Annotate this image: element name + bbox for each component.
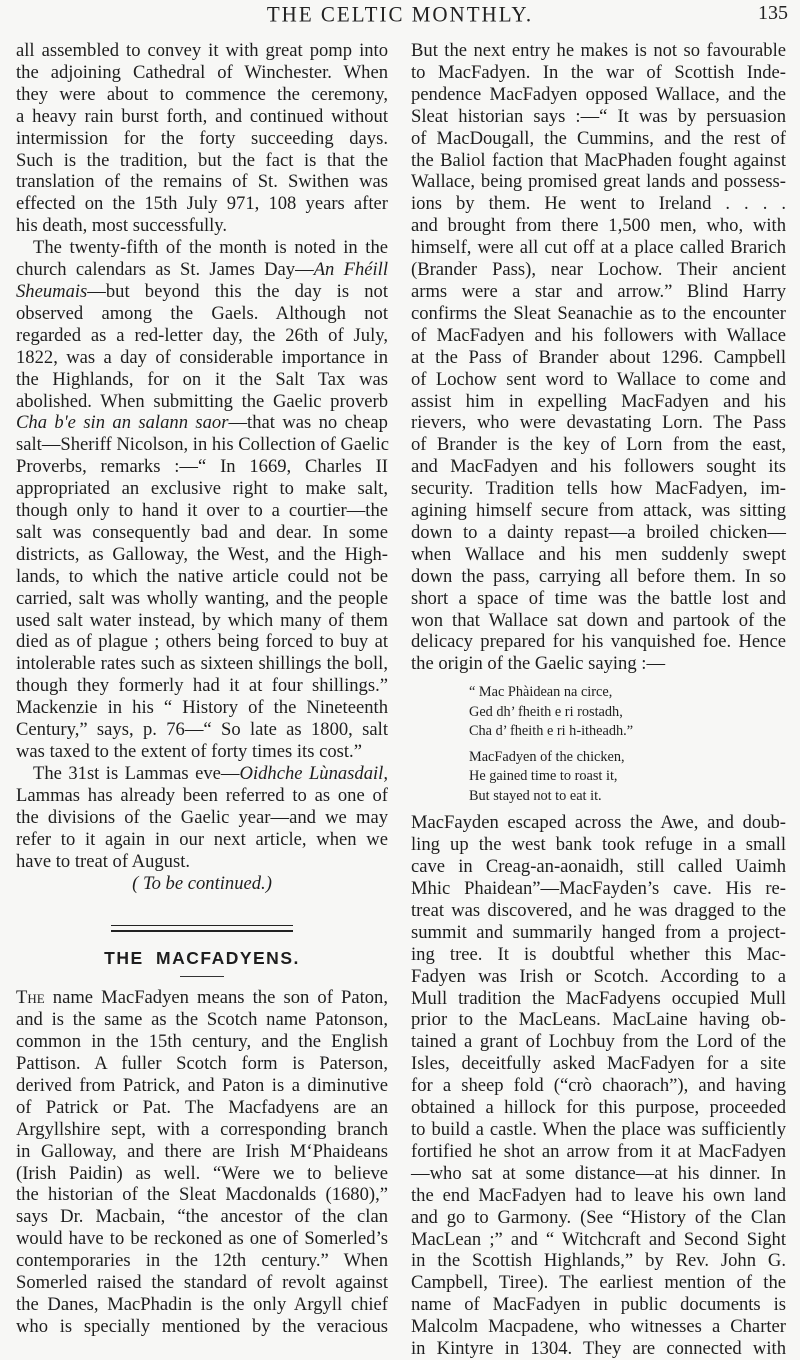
text-line: to build a castle. When the place was sufficiently (411, 1118, 786, 1140)
text-line: Sleat historian says :—“ It was by persuasion (411, 105, 786, 127)
text-line: treat was discovered, and he was dragged to the (411, 899, 786, 921)
gaelic-verse (469, 683, 786, 806)
text-line: confirms the Sleat Seanachie as to the encounter (411, 302, 786, 324)
left-column (16, 40, 388, 1338)
text-line: agining himself secure from attack, was sitting (411, 500, 786, 522)
text-line (16, 281, 388, 303)
text-line: Mackenzie in his “ History of the Nineteenth (16, 697, 388, 719)
text-line: pendence MacFadyen opposed Wallace, and the (411, 83, 786, 105)
text-line: the historian of the Sleat Macdonalds (1680),” (16, 1184, 388, 1206)
text-line: arms were a star and arrow.” Blind Harry (411, 280, 786, 302)
text-line: observed among the Gaels. Although not (16, 302, 388, 324)
running-title: THE CELTIC MONTHLY. (266, 1, 534, 27)
text-line: and is the same as the Scotch name Patonson, (16, 1009, 388, 1031)
text-line (16, 412, 388, 434)
text-line: districts, as Galloway, the West, and the High- (16, 543, 388, 565)
text-line: Mhic Phaidean”—MacFayden’s cave. His re- (411, 878, 786, 899)
verse-stanza-english (469, 748, 786, 807)
text-line: Argyllshire sept, with a corresponding branch (16, 1118, 388, 1140)
text-line: down the pass, carrying all before them. In so (411, 565, 786, 587)
text-line: Somerled raised the standard of revolt against (16, 1272, 388, 1294)
text-run: —but beyond this the day is not (87, 280, 388, 302)
gaelic-term: Sheumais (16, 280, 88, 302)
text-line: intermission for the forty succeeding days. (16, 127, 388, 149)
gaelic-term: An Fhéill (313, 259, 388, 281)
text-line (16, 763, 388, 785)
text-line: the adjoining Cathedral of Winchester. When (16, 61, 388, 83)
text-line: Such is the tradition, but the fact is that the (16, 149, 388, 171)
text-line: prior to the MacLeans. MacLaine having ob- (411, 1009, 786, 1031)
text-line: when Wallace and his men suddenly swept (411, 543, 786, 565)
text-run: name MacFadyen means the son of Paton, (44, 987, 388, 1009)
text-line: appropriated an exclusive right to make salt, (16, 478, 388, 500)
verse-line: But stayed not to eat it. (469, 787, 602, 804)
text-line: his death, most successfully. (16, 215, 228, 237)
text-line: in Galloway, and there are Irish M‘Phaideans (16, 1140, 388, 1162)
text-line: the divisions of the Gaelic year—and we may (16, 806, 388, 828)
text-line: contemporaries in the 12th century.” When (16, 1250, 388, 1272)
text-line: who is specially mentioned by the veracious (16, 1315, 388, 1337)
text-line: Wallace, being promised great lands and possess- (411, 171, 786, 193)
text-line: Campbell, Tiree). The earliest mention of the (411, 1272, 786, 1294)
text-line: salt—Sheriff Nicolson, in his Collection of Gaelic (16, 434, 390, 456)
text-run: —that was no cheap (228, 412, 388, 434)
text-line: all assembled to convey it with great pomp into (16, 40, 388, 61)
text-line: the end MacFadyen had to leave his own land (411, 1184, 786, 1206)
text-line: rievers, who were devastating Lorn. The Pass (411, 412, 786, 434)
text-line: ling up the west bank took refuge in a small (411, 834, 786, 856)
text-line: But the next entry he makes is not so favourable (411, 40, 786, 61)
text-line: won that Wallace sat down and partook of the (411, 609, 786, 631)
text-line: the Baliol faction that MacPhaden fought against (411, 149, 786, 171)
text-line: a heavy rain burst forth, and continued without (16, 105, 388, 127)
paragraph-lammas (16, 763, 388, 873)
text-line: —who sat at some distance—at his dinner. In (411, 1162, 786, 1184)
text-line: to MacFadyen. In the war of Scottish Inde- (411, 61, 786, 83)
text-line: delicacy prepared for his vanquished foe. Hence (411, 631, 786, 653)
text-line: would have to be reckoned as one of Somerled’s (16, 1228, 388, 1250)
text-line: fortified he shot an arrow from it at MacFadyen (411, 1140, 786, 1162)
text-line: and brought from there 1,500 men, who, with (411, 215, 786, 237)
page-number: 135 (758, 2, 788, 24)
text-line: himself, were all cut off at a place called Brarich (411, 237, 786, 259)
text-line: have to treat of August. (16, 850, 191, 872)
verse-line: Cha d’ fheith e ri h-itheadh.” (469, 723, 634, 740)
text-line: of Lochow sent word to Wallace to come and (411, 368, 786, 390)
text-line: assist him in expelling MacFadyen and his (411, 390, 786, 412)
verse-line: “ Mac Phàidean na circe, (469, 684, 613, 701)
text-line (16, 987, 388, 1009)
right-column (411, 40, 786, 1360)
text-line: Proverbs, remarks :—“ In 1669, Charles II (16, 456, 388, 478)
text-line: died as of plague ; others being forced to buy at (16, 631, 388, 653)
text-line: cave in Creag-an-aonaidh, still called Uaimh (411, 856, 786, 878)
text-line: was taxed to the extent of forty times its cost.” (16, 741, 362, 762)
text-line: for a sheep fold (“crò chaorach”), and having (411, 1075, 786, 1097)
text-line: derived from Patrick, and Paton is a diminutive (16, 1074, 388, 1096)
text-line: though they formerly had it at four shillings.” (16, 675, 388, 697)
paragraph-st-swithen (16, 40, 388, 237)
text-run: The 31st is Lammas eve— (33, 762, 240, 784)
text-line: the Danes, MacPhadin is the only Argyll chief (16, 1293, 388, 1315)
text-line: obtained a hillock for this purpose, proceeded (411, 1097, 786, 1119)
text-line: in the Scottish Highlands,” by Rev. John G. (411, 1250, 786, 1272)
paragraph-wallace (411, 40, 786, 675)
to-be-continued-note: ( To be continued.) (132, 873, 272, 895)
text-line: and go to Garmony. (See “History of the Clan (411, 1206, 786, 1228)
text-line: lands, to which the native article could not be (16, 565, 388, 587)
text-line: salt was consequently bad and dear. In some (16, 521, 388, 543)
text-line: summit and summarily hanged from a project- (411, 921, 786, 943)
text-line: regarded as a red-letter day, the 26th of July, (16, 324, 388, 346)
text-line: Fadyen was Irish or Scotch. According to a (411, 965, 786, 987)
text-line: common in the 15th century, and the English (16, 1031, 388, 1053)
gaelic-term: Oidhche Lùnasdail, (239, 762, 388, 784)
verse-line: He gained time to roast it, (469, 768, 618, 785)
text-line: the origin of the Gaelic saying :— (411, 653, 666, 675)
section-divider (111, 925, 293, 932)
verse-stanza-gaelic (469, 683, 786, 742)
text-line: MacLean ;” and “ Witchcraft and Second Sight (411, 1228, 786, 1250)
text-line: abolished. When submitting the Gaelic proverb (16, 390, 388, 412)
text-line: 1822, was a day of considerable importance in (16, 346, 388, 368)
text-line: of Brander is the key of Lorn from the east, (411, 434, 786, 456)
text-line: MacFayden escaped across the Awe, and doub- (411, 812, 786, 834)
paragraph-escape (411, 812, 786, 1360)
text-line: name of MacFadyen in public documents is (411, 1294, 786, 1316)
text-line: Pattison. A fuller Scotch form is Paterson, (16, 1052, 388, 1074)
text-line: translation of the remains of St. Swithen was (16, 171, 388, 193)
text-line (16, 259, 388, 281)
text-line: used salt water instead, by which many of them (16, 609, 388, 631)
text-line: Lammas has already been referred to as one of (16, 784, 388, 806)
text-line: of Patrick or Pat. The Macfadyens are an (16, 1096, 388, 1118)
verse-line: Ged dh’ fheith e ri rostadh, (469, 703, 623, 720)
drop-word: The (16, 987, 45, 1009)
text-line: of MacDougall, the Cummins, and the rest of (411, 127, 786, 149)
text-line: tained a grant of Lochbuy from the Lord of the (411, 1031, 786, 1053)
section-title: THE MACFADYENS. (104, 948, 300, 969)
gaelic-proverb: Cha b'e sin an salann saor (16, 412, 229, 434)
text-line: and MacFadyen and his followers sought its (411, 456, 786, 478)
text-line: Isles, deceitfully asked MacFadyen for a site (411, 1053, 786, 1075)
text-line: security. Tradition tells how MacFadyen, im- (411, 478, 786, 500)
text-line: refer to it again in our next article, when we (16, 828, 388, 850)
text-line: though only to hand it over to a courtier—the (16, 500, 388, 522)
text-run: church calendars as St. James Day— (16, 259, 314, 281)
text-line: short a space of time was the battle lost and (411, 587, 786, 609)
text-line: (Brander Pass), near Lochow. Their ancient (411, 259, 786, 281)
text-line: says Dr. Macbain, “the ancestor of the clan (16, 1206, 388, 1228)
paragraph-st-james (16, 237, 388, 763)
text-line: Malcolm Macpadene, who witnesses a Charter (411, 1316, 786, 1338)
text-line: ing tree. It is doubtful whether this Mac- (411, 943, 786, 965)
running-head (0, 2, 800, 26)
verse-line: MacFadyen of the chicken, (469, 748, 625, 765)
text-line: The twenty-fifth of the month is noted in the (33, 237, 388, 259)
title-underline (180, 976, 224, 977)
text-line: the Highlands, for on it the Salt Tax was (16, 368, 388, 390)
text-line: (Irish Paidin) as well. “Were we to believe (16, 1162, 388, 1184)
text-line: Mull tradition the MacFadyens occupied Mull (411, 987, 786, 1009)
text-line: down to a dainty repast—a broiled chicken— (411, 521, 786, 543)
text-line: intolerable rates such as sixteen shillings the boll, (16, 653, 388, 675)
text-line: carried, salt was wholly wanting, and the people (16, 587, 388, 609)
text-line: effected on the 15th July 971, 108 years after (16, 193, 388, 215)
text-line: they were about to commence the ceremony, (16, 83, 388, 105)
paragraph-macfadyens-intro (16, 987, 388, 1338)
text-line: ions by them. He went to Ireland . . . . (411, 193, 786, 215)
text-line: at the Pass of Brander about 1296. Campbell (411, 346, 786, 368)
text-line: Century,” says, p. 76—“ So late as 1800, salt (16, 719, 388, 741)
text-line: in Kintyre in 1304. They are connected with (411, 1338, 786, 1360)
text-line: of MacFadyen and his followers with Wallace (411, 324, 786, 346)
